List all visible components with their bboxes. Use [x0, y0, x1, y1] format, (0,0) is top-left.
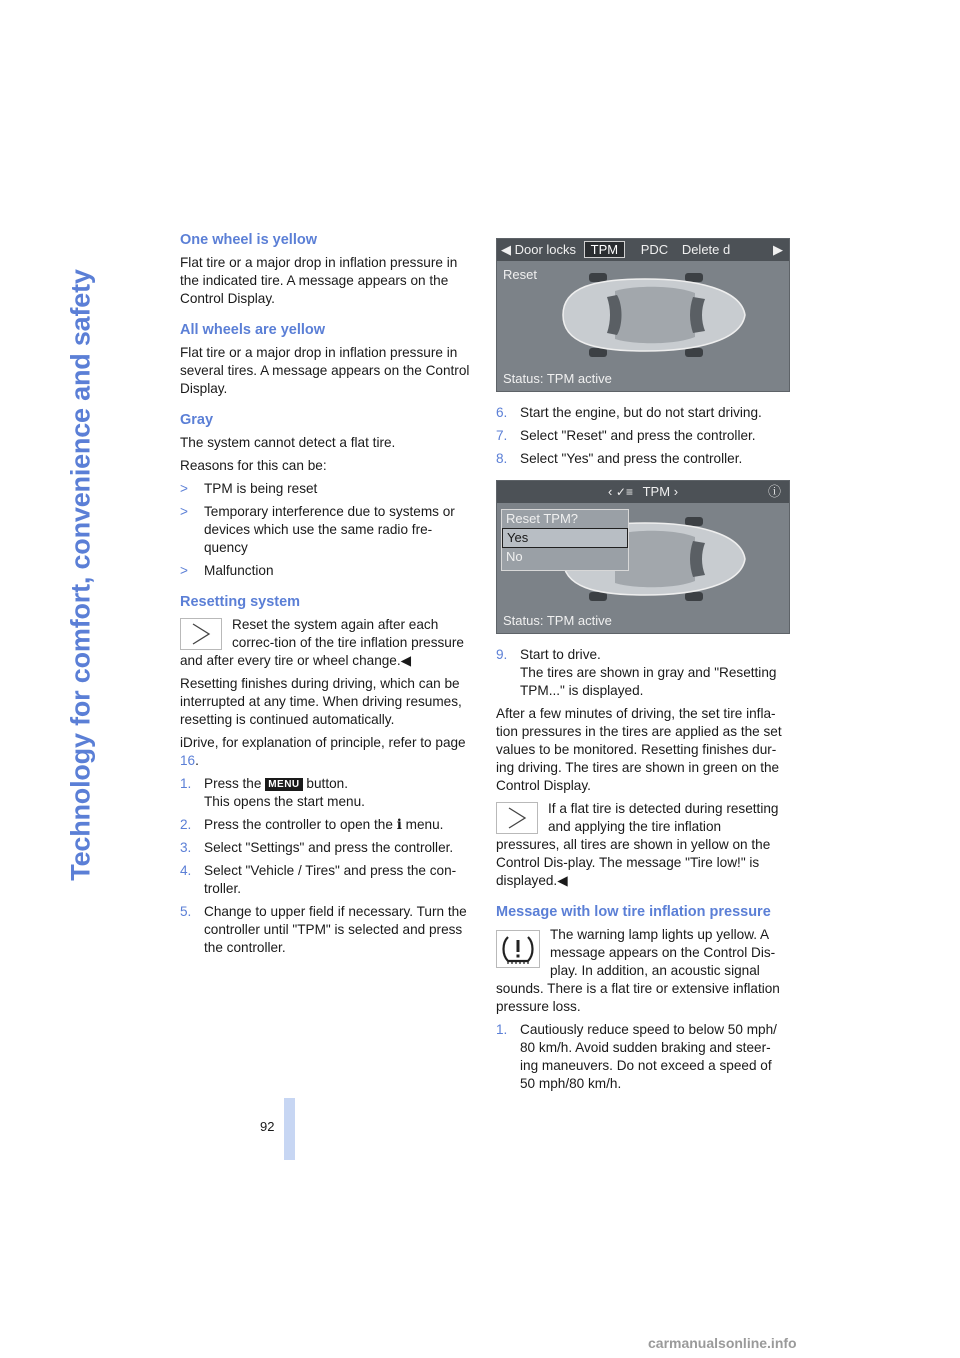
end-mark-icon: ◀ — [400, 653, 412, 668]
info-icon: i — [396, 817, 402, 833]
settings-check-icon: ✓≡ — [615, 485, 633, 499]
list-item: > Temporary interference due to systems or devices which use the same radio fre-quency — [180, 504, 455, 555]
screen-status-text: Status: TPM active — [503, 613, 612, 628]
paragraph-resetting-2: iDrive, for explanation of principle, refer to page 16. — [180, 735, 466, 768]
paragraph-resetting-1: Resetting finishes during driving, which can be interrupted at any time. When driving resumes, resetting is continued automatically. — [180, 676, 462, 727]
list-item: 9. Start to drive. The tires are shown in gray and "Resetting TPM..." is displayed. — [496, 647, 777, 698]
heading-gray: Gray — [180, 412, 214, 428]
screen-status-text: Status: TPM active — [503, 371, 612, 386]
screen-reset-option: Reset — [503, 267, 537, 282]
heading-all-wheels-yellow: All wheels are yellow — [180, 322, 326, 338]
page-number: 92 — [260, 1119, 275, 1134]
watermark: carmanualsonline.info — [648, 1335, 797, 1351]
list-item: 3. Select "Settings" and press the controller. — [180, 840, 454, 855]
screen-tab-bar — [497, 239, 789, 261]
reset-steps-list — [180, 775, 472, 957]
menu-button-icon: MENU — [265, 778, 302, 791]
popup-option-yes: Yes — [502, 528, 628, 548]
tab-pdc: PDC — [640, 242, 669, 257]
note-flat-tire-during-reset: If a flat tire is detected during resetting and applying the tire inflation pressures, all tires are shown in yellow on the Control Dis-play. The message "Tire low!" is displayed.◀ — [496, 801, 779, 888]
right-column — [496, 238, 788, 1098]
note-arrow-icon — [496, 802, 538, 834]
control-display-screenshot-reset-tpm — [496, 480, 790, 634]
note-reset: Reset the system again after each correc-tion of the tire inflation pressure and after every tire or wheel change.◀ — [180, 617, 464, 668]
page-number-bar — [284, 1098, 295, 1160]
paragraph-warning-lamp: The warning lamp lights up yellow. A message appears on the Control Dis-play. In addition, an acoustic signal sounds. There is a flat tire or extensive inflation pressure loss. — [496, 927, 780, 1014]
screen-title: TPM — [642, 484, 671, 499]
paragraph-gray-1: The system cannot detect a flat tire. — [180, 435, 396, 450]
heading-resetting-system: Resetting system — [180, 594, 301, 610]
screen-title-bar — [497, 481, 789, 503]
reset-steps-list-continued — [496, 404, 788, 468]
list-item: > TPM is being reset — [180, 481, 318, 496]
control-display-screenshot-tpm — [496, 238, 790, 392]
screen-info-icon: ⓘ — [767, 484, 781, 499]
chapter-title: Technology for comfort, convenience and safety — [66, 269, 97, 881]
left-column — [180, 232, 472, 962]
paragraph-one-wheel: Flat tire or a major drop in inflation pressure in the indicated tire. A message appears on the Control Display. — [180, 255, 458, 306]
list-item: 1. Press the MENU button. This opens the start menu. — [180, 776, 365, 809]
list-item: 1. Cautiously reduce speed to below 50 mph/ 80 km/h. Avoid sudden braking and steer-ing maneuvers. Do not exceed a speed of 50 mph/80 km/h. — [496, 1022, 777, 1091]
list-item: > Malfunction — [180, 563, 274, 578]
tab-delete: Delete d — [681, 242, 731, 257]
reset-steps-list-final — [496, 646, 788, 700]
gray-reasons-list — [180, 480, 472, 580]
car-top-view-icon — [545, 269, 755, 361]
reset-tpm-popup — [501, 509, 629, 571]
list-item: 4. Select "Vehicle / Tires" and press the con-troller. — [180, 863, 457, 896]
list-item: 8. Select "Yes" and press the controller. — [496, 451, 743, 466]
tire-warning-lamp-icon — [496, 930, 540, 968]
screen-arrow-right-icon: › — [673, 484, 679, 499]
low-pressure-steps-list — [496, 1021, 788, 1093]
chapter-sidebar — [6, 225, 156, 925]
note-arrow-icon — [180, 618, 222, 650]
heading-low-tire-message: Message with low tire inflation pressure — [496, 904, 771, 920]
popup-option-no: No — [506, 549, 523, 564]
page-link[interactable]: 16 — [180, 753, 196, 768]
list-item: 6. Start the engine, but do not start driving. — [496, 405, 762, 420]
screen-arrow-left-icon: ‹ — [607, 484, 616, 499]
paragraph-gray-2: Reasons for this can be: — [180, 458, 327, 473]
list-item: 2. Press the controller to open the i menu. — [180, 817, 444, 833]
end-mark-icon: ◀ — [557, 873, 568, 888]
list-item: 7. Select "Reset" and press the controller. — [496, 428, 756, 443]
tab-door-locks: ◀ Door locks — [501, 242, 577, 257]
heading-one-wheel-yellow: One wheel is yellow — [180, 232, 317, 248]
paragraph-after-driving: After a few minutes of driving, the set tire infla-tion pressures in the tires are applied as the set values to be monitored. Resetting finishes dur-ing driving. The tires are shown in green on the Control Display. — [496, 706, 782, 793]
list-item: 5. Change to upper field if necessary. Turn the controller until "TPM" is selected and press the controller. — [180, 904, 467, 955]
tab-arrow-right-icon: ▶ — [773, 242, 783, 257]
tab-tpm: TPM — [584, 241, 625, 258]
popup-title: Reset TPM? — [506, 511, 579, 526]
paragraph-all-wheels: Flat tire or a major drop in inflation pressure in several tires. A message appears on the Control Display. — [180, 345, 470, 396]
